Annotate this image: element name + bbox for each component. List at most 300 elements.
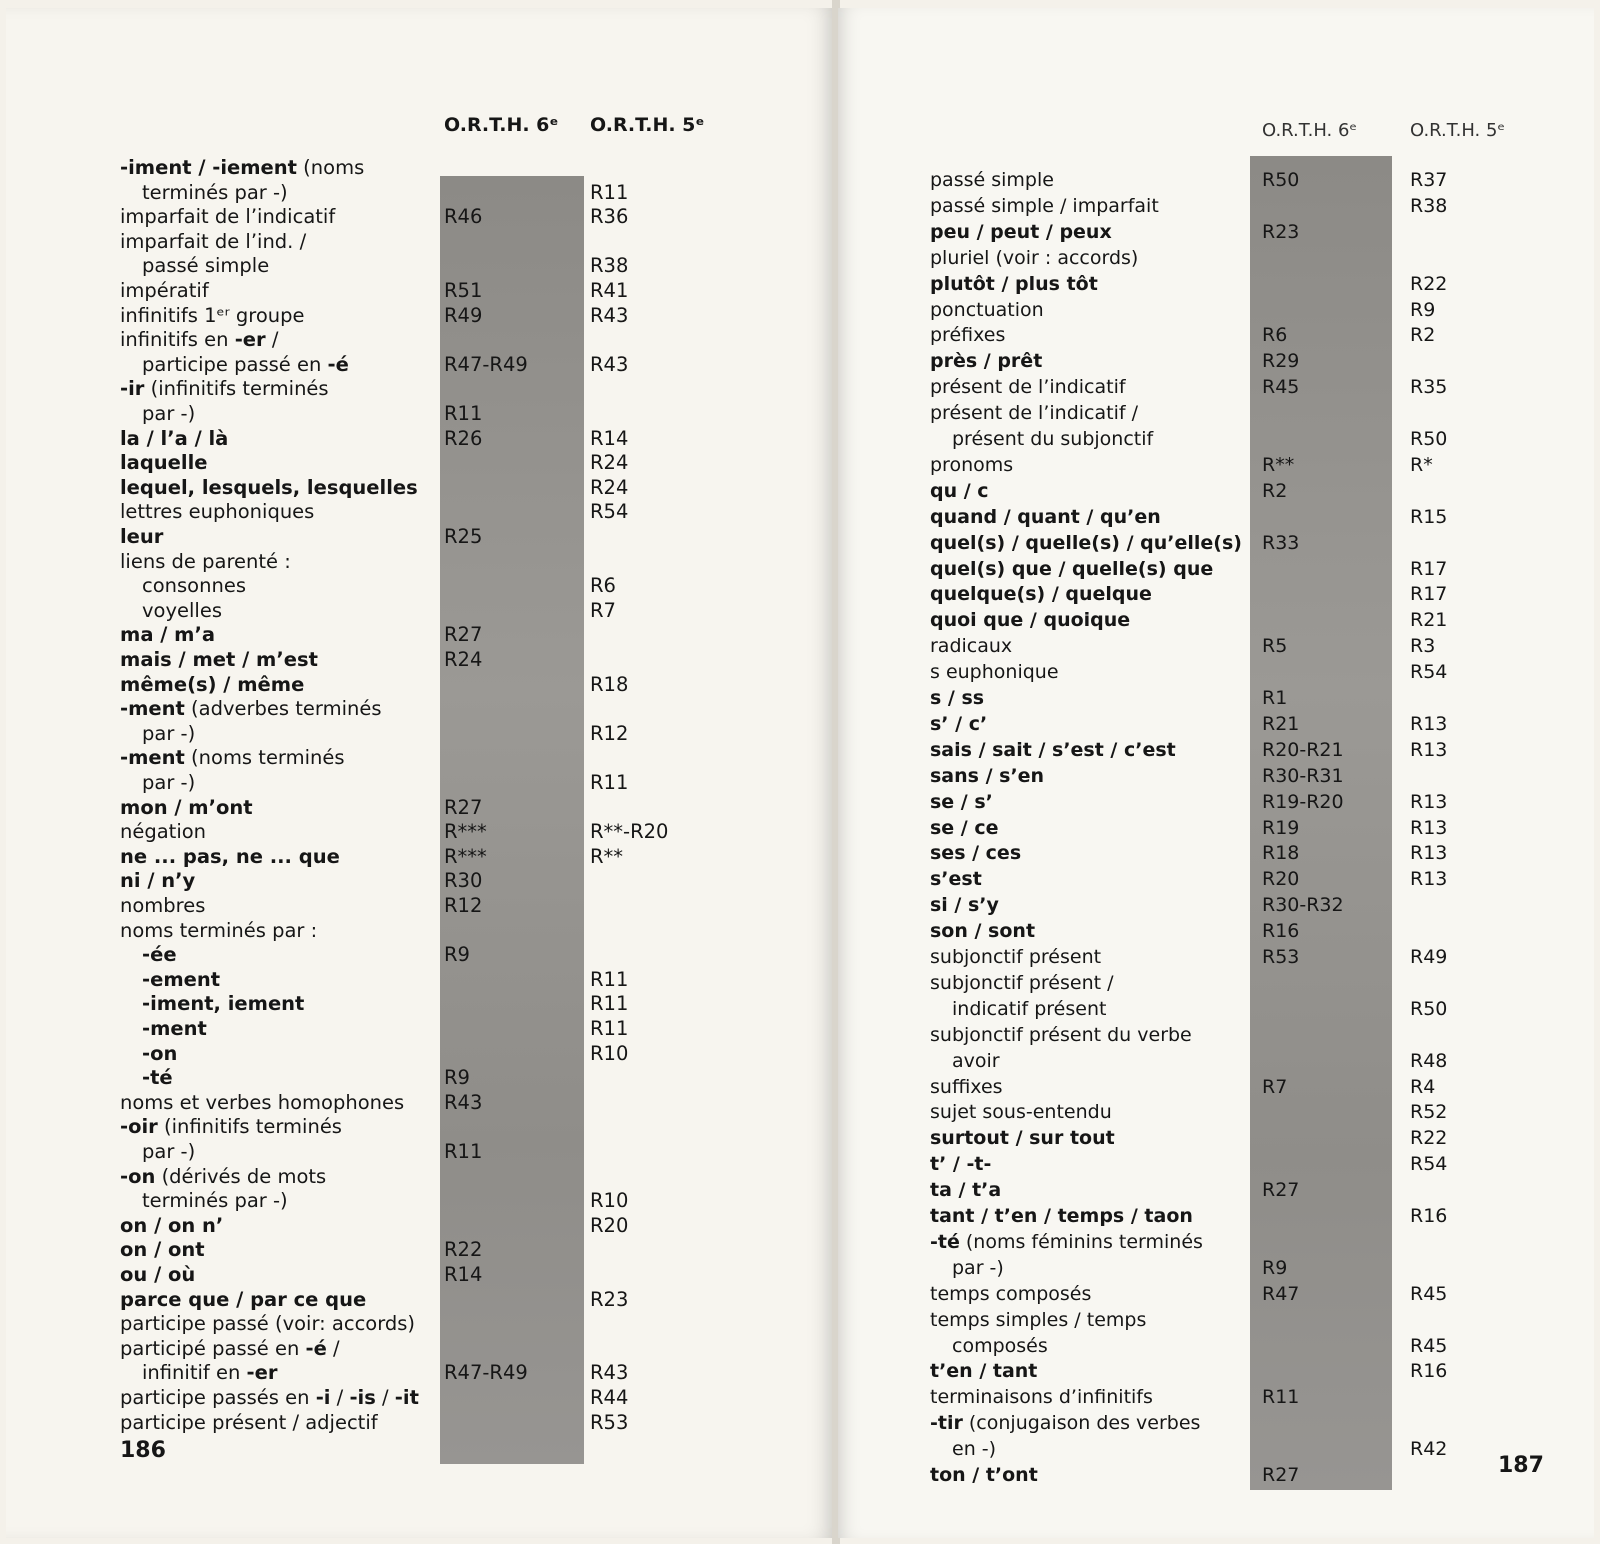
term-part: (noms terminés <box>184 746 345 770</box>
rule-ref-5e: R13 <box>1410 842 1448 865</box>
index-entry <box>6 155 836 180</box>
index-entry <box>838 1049 1594 1074</box>
term-part: passé simple <box>930 169 1054 191</box>
rule-ref-5e: R50 <box>1410 428 1448 450</box>
entry-term <box>120 499 314 524</box>
rule-ref-6e: R46 <box>444 205 483 229</box>
entry-term <box>120 573 246 598</box>
entry-term <box>120 672 304 697</box>
term-part: / <box>265 328 279 352</box>
index-entry <box>6 622 836 647</box>
term-part: (adverbes terminés <box>184 697 382 721</box>
rule-ref-6e: R30 <box>444 869 483 893</box>
term-part: participe passé en <box>142 352 328 376</box>
index-entry <box>6 795 836 820</box>
rule-ref-6e: R24 <box>444 648 483 671</box>
index-entry <box>838 557 1594 582</box>
entry-term <box>120 155 364 180</box>
index-entry <box>6 180 836 205</box>
index-entry <box>838 349 1594 374</box>
rule-ref-5e: R9 <box>1410 298 1436 321</box>
rule-ref-5e: R10 <box>590 1041 629 1065</box>
rule-ref-5e: R13 <box>1410 738 1448 761</box>
rule-ref-5e: R21 <box>1410 609 1448 632</box>
index-entry <box>838 479 1594 504</box>
term-part: (noms <box>296 156 365 179</box>
rule-ref-6e: R50 <box>1262 169 1300 191</box>
index-entry <box>6 1139 836 1164</box>
term-part: présent du subjonctif <box>952 428 1154 450</box>
term-bold-part: peu / peut / peux <box>930 220 1112 243</box>
rule-ref-5e: R42 <box>1410 1438 1448 1461</box>
term-part: avoir <box>952 1049 1000 1072</box>
entry-term <box>930 660 1059 685</box>
entry-term <box>120 475 418 500</box>
entry-term <box>930 272 1098 297</box>
term-part: infinitifs 1ᵉʳ groupe <box>120 303 305 327</box>
index-entry <box>838 1230 1594 1255</box>
term-bold-part: -ée <box>142 943 177 967</box>
index-entry <box>838 971 1594 996</box>
rule-ref-5e: R50 <box>1410 997 1448 1020</box>
term-part: présent de l’indicatif / <box>930 402 1138 425</box>
index-entry <box>838 298 1594 323</box>
term-part: noms terminés par : <box>120 918 318 942</box>
entry-term <box>120 1114 342 1139</box>
rule-ref-6e: R27 <box>1262 1464 1300 1486</box>
term-part: présent de l’indicatif <box>930 376 1126 399</box>
term-bold-part: se / ce <box>930 816 999 839</box>
column-header-orth-6: O.R.T.H. 6ᵉ <box>444 114 559 136</box>
index-entry <box>838 893 1594 918</box>
rule-ref-6e: R9 <box>1262 1256 1288 1279</box>
index-entry <box>838 712 1594 737</box>
term-bold-part: -oir <box>120 1115 158 1139</box>
rule-ref-5e: R23 <box>590 1287 629 1311</box>
entry-term <box>930 1126 1115 1151</box>
index-entry <box>838 608 1594 633</box>
rule-ref-5e: R38 <box>1410 194 1448 217</box>
index-entry <box>6 1336 836 1361</box>
rule-ref-6e: R14 <box>444 1263 483 1286</box>
term-part: par -) <box>142 771 196 794</box>
entry-term <box>930 1152 991 1177</box>
index-entry <box>838 531 1594 556</box>
entry-term <box>930 634 1012 659</box>
entry-term <box>930 1437 996 1462</box>
index-entry <box>838 660 1594 685</box>
rule-ref-5e: R54 <box>1410 661 1448 684</box>
entry-term <box>120 278 209 303</box>
rule-ref-6e: R47 <box>1262 1282 1300 1305</box>
index-entry <box>838 1126 1594 1151</box>
index-entry <box>838 841 1594 866</box>
index-entry <box>838 1411 1594 1436</box>
entry-term <box>930 919 1035 944</box>
index-entry <box>6 303 836 328</box>
entry-term <box>120 401 195 426</box>
term-bold-part: ses / ces <box>930 842 1022 865</box>
term-part: suffixes <box>930 1075 1003 1098</box>
entry-term <box>930 1282 1091 1307</box>
term-part: par -) <box>952 1256 1004 1279</box>
rule-ref-5e: R17 <box>1410 557 1448 580</box>
entry-term <box>120 622 215 647</box>
term-bold-part: surtout / sur tout <box>930 1127 1115 1150</box>
index-entry <box>838 375 1594 400</box>
index-entry <box>838 634 1594 659</box>
rule-ref-6e: R47-R49 <box>444 352 528 376</box>
entry-term <box>120 868 195 893</box>
entry-term <box>120 1016 207 1041</box>
term-part: par -) <box>142 402 196 425</box>
term-bold-part: s / ss <box>930 687 985 709</box>
term-part: indicatif présent <box>952 997 1107 1020</box>
term-bold-part: t’ / -t- <box>930 1153 992 1176</box>
term-part: participe passés en <box>120 1386 316 1409</box>
term-bold-part: ton / t’ont <box>930 1464 1038 1486</box>
entry-term <box>930 893 999 918</box>
index-entry <box>6 327 836 352</box>
entry-term <box>930 582 1152 607</box>
term-bold-part: ne ... pas, ne ... que <box>120 844 340 868</box>
rule-ref-6e: R*** <box>444 844 487 868</box>
entry-term <box>120 327 278 352</box>
rule-ref-5e: R22 <box>1410 1127 1448 1150</box>
term-bold-part: même(s) / même <box>120 672 305 696</box>
term-part: subjonctif présent du verbe <box>930 1023 1192 1046</box>
entry-term <box>120 180 288 205</box>
entry-term <box>120 967 220 992</box>
entry-term <box>930 220 1112 245</box>
index-entry <box>838 168 1594 193</box>
rule-ref-5e: R11 <box>590 992 629 1016</box>
index-entry <box>6 1360 836 1385</box>
index-entry <box>838 582 1594 607</box>
entry-term <box>120 745 345 770</box>
entry-term <box>930 1178 1001 1203</box>
index-entry <box>6 1385 836 1410</box>
rule-ref-5e: R4 <box>1410 1075 1436 1098</box>
entry-term <box>120 1410 378 1435</box>
index-entry <box>6 1213 836 1238</box>
rule-ref-6e: R11 <box>444 1140 483 1163</box>
index-entry <box>6 1237 836 1262</box>
term-bold-part: -i <box>315 1386 331 1409</box>
rule-ref-5e: R12 <box>590 721 629 745</box>
term-bold-part: -ir <box>120 377 145 401</box>
index-entry <box>838 686 1594 711</box>
index-entry <box>838 919 1594 944</box>
entry-term <box>930 1230 1203 1255</box>
term-part: radicaux <box>930 635 1013 658</box>
entry-term <box>930 686 984 711</box>
index-entry <box>6 1065 836 1090</box>
index-entry <box>838 1282 1594 1307</box>
entry-term <box>120 253 269 278</box>
term-part: composés <box>952 1334 1048 1357</box>
entry-term <box>930 349 1042 374</box>
term-part: (conjugaison des verbes <box>962 1412 1201 1435</box>
term-part: temps composés <box>930 1282 1092 1305</box>
term-part: pluriel (voir : accords) <box>930 246 1139 269</box>
entry-term <box>120 942 177 967</box>
entry-term <box>120 918 317 943</box>
term-part: / <box>330 1386 350 1409</box>
term-part: (infinitifs terminés <box>157 1115 342 1139</box>
entry-term <box>930 427 1153 452</box>
entry-term <box>930 1204 1193 1229</box>
entry-term <box>930 401 1138 426</box>
term-part: subjonctif présent <box>930 946 1102 968</box>
entry-term <box>930 738 1176 763</box>
entry-term <box>930 453 1013 478</box>
rule-ref-5e: R49 <box>1410 946 1448 968</box>
entry-term <box>930 764 1044 789</box>
entry-term <box>930 1359 1037 1384</box>
rule-ref-5e: R45 <box>1410 1334 1448 1357</box>
term-bold-part: on / ont <box>120 1238 205 1262</box>
rule-ref-6e: R47-R49 <box>444 1361 528 1385</box>
entry-term <box>120 1360 277 1385</box>
rule-ref-6e: R12 <box>444 894 483 917</box>
rule-ref-5e: R13 <box>1410 816 1448 839</box>
rule-ref-6e: R27 <box>1262 1179 1300 1202</box>
rule-ref-6e: R23 <box>1262 220 1300 243</box>
rule-ref-6e: R43 <box>444 1090 483 1114</box>
term-bold-part: -é <box>327 352 349 376</box>
index-entry <box>6 991 836 1016</box>
index-entry <box>6 1410 836 1435</box>
index-entry <box>6 967 836 992</box>
term-bold-part: s’est <box>930 868 982 891</box>
term-part: préfixes <box>930 324 1006 347</box>
term-bold-part: s’ / c’ <box>930 712 988 735</box>
rule-ref-5e: R18 <box>590 672 629 696</box>
entry-term <box>930 997 1106 1022</box>
term-bold-part: mais / met / m’est <box>120 648 318 671</box>
term-bold-part: -is <box>349 1386 376 1409</box>
term-bold-part: tant / t’en / temps / taon <box>930 1205 1193 1227</box>
index-entry <box>838 1256 1594 1281</box>
index-entry <box>838 427 1594 452</box>
rule-ref-6e: R19 <box>1262 816 1300 839</box>
entry-term <box>120 549 291 574</box>
rule-ref-5e: R24 <box>590 475 629 499</box>
index-entry <box>838 790 1594 815</box>
term-bold-part: -er <box>234 328 266 352</box>
index-entry <box>6 1262 836 1287</box>
rule-ref-6e: R33 <box>1262 531 1300 554</box>
index-entry <box>6 598 836 623</box>
term-part: imparfait de l’ind. / <box>120 229 307 253</box>
page-number: 187 <box>1498 1453 1544 1478</box>
term-bold-part: quel(s) / quelle(s) / qu’elle(s) <box>930 531 1242 554</box>
term-part: consonnes <box>142 574 246 598</box>
rule-ref-6e: R5 <box>1262 635 1288 658</box>
index-entry <box>6 278 836 303</box>
index-entry <box>838 1152 1594 1177</box>
term-bold-part: -té <box>930 1230 960 1253</box>
index-entry <box>6 770 836 795</box>
rule-ref-5e: R52 <box>1410 1101 1448 1124</box>
rule-ref-6e: R30-R32 <box>1262 894 1344 917</box>
term-bold-part: -er <box>246 1361 278 1385</box>
term-bold-part: -it <box>394 1386 419 1409</box>
term-bold-part: sais / sait / s’est / c’est <box>930 738 1176 761</box>
entry-term <box>930 298 1044 323</box>
index-entry <box>838 997 1594 1022</box>
term-bold-part: qu / c <box>930 479 989 502</box>
term-part: pronoms <box>930 453 1014 476</box>
rule-ref-5e: R45 <box>1410 1282 1448 1305</box>
index-entry <box>838 401 1594 426</box>
rule-ref-5e: R43 <box>590 352 629 376</box>
entry-term <box>120 721 195 746</box>
index-entry <box>6 672 836 697</box>
entry-term <box>930 712 987 737</box>
entry-term <box>120 450 208 475</box>
rule-ref-5e: R15 <box>1410 505 1448 528</box>
term-bold-part: -ement <box>142 967 221 991</box>
term-part: impératif <box>120 279 209 302</box>
term-part: infinitifs en <box>120 328 235 352</box>
rule-ref-5e: R38 <box>590 254 629 278</box>
index-entry <box>6 376 836 401</box>
rule-ref-5e: R48 <box>1410 1049 1448 1072</box>
entry-term <box>930 375 1126 400</box>
index-entry <box>6 942 836 967</box>
entry-term <box>120 893 205 918</box>
term-part: participe passé (voir: accords) <box>120 1312 416 1336</box>
term-part: s euphonique <box>930 661 1059 684</box>
index-entry <box>838 323 1594 348</box>
term-bold-part: -iment / -iement <box>120 156 297 179</box>
entry-term <box>930 323 1005 348</box>
left-page-186 <box>6 8 836 1538</box>
entry-term <box>930 1385 1153 1410</box>
rule-ref-5e: R36 <box>590 205 629 229</box>
index-entry <box>6 868 836 893</box>
term-part: infinitif en <box>142 1361 247 1385</box>
page-number: 186 <box>120 1438 166 1463</box>
rule-ref-6e: R11 <box>444 402 483 425</box>
rule-ref-6e: R*** <box>444 820 487 844</box>
term-bold-part: si / s’y <box>930 894 999 917</box>
index-entry <box>6 475 836 500</box>
entry-term <box>930 867 982 892</box>
term-part: imparfait de l’indicatif <box>120 205 336 229</box>
entry-term <box>120 1139 195 1164</box>
term-bold-part: mon / m’ont <box>120 795 253 819</box>
index-entry <box>6 573 836 598</box>
index-entry <box>838 453 1594 478</box>
term-bold-part: -iment, iement <box>142 992 305 1016</box>
rule-ref-5e: R**-R20 <box>590 820 669 844</box>
entry-term <box>120 1287 366 1312</box>
index-entry <box>838 1463 1594 1488</box>
term-part: / <box>375 1386 395 1409</box>
entry-term <box>120 1237 205 1262</box>
rule-ref-6e: R20 <box>1262 868 1300 891</box>
rule-ref-6e: R27 <box>444 795 483 819</box>
index-entry <box>6 352 836 377</box>
term-part: terminés par -) <box>142 180 288 204</box>
entry-term <box>120 1041 177 1066</box>
term-bold-part: parce que / par ce que <box>120 1287 367 1311</box>
index-entry <box>6 1311 836 1336</box>
rule-ref-5e: R16 <box>1410 1205 1448 1227</box>
rule-ref-5e: R35 <box>1410 376 1448 399</box>
term-part: (dérivés de mots <box>155 1164 327 1188</box>
rule-ref-5e: R** <box>590 844 624 868</box>
index-entry <box>6 524 836 549</box>
term-bold-part: sans / s’en <box>930 764 1045 787</box>
term-bold-part: leur <box>120 525 164 548</box>
rule-ref-6e: R27 <box>444 623 483 647</box>
entry-term <box>120 991 304 1016</box>
index-entry <box>838 1385 1594 1410</box>
entry-term <box>120 1065 173 1090</box>
term-bold-part: -té <box>142 1066 173 1090</box>
term-part: terminés par -) <box>142 1189 288 1213</box>
index-entry <box>838 867 1594 892</box>
term-bold-part: -tir <box>930 1412 963 1435</box>
rule-ref-5e: R11 <box>590 967 629 991</box>
index-entry <box>838 1023 1594 1048</box>
entry-term <box>120 819 206 844</box>
rule-ref-6e: R18 <box>1262 842 1300 865</box>
rule-ref-6e: R20-R21 <box>1262 738 1344 761</box>
entry-term <box>120 1188 288 1213</box>
rule-ref-5e: R37 <box>1410 169 1448 191</box>
index-entry <box>6 1188 836 1213</box>
index-entry <box>838 1437 1594 1462</box>
index-entry <box>6 1114 836 1139</box>
index-entry <box>6 696 836 721</box>
index-entry <box>6 893 836 918</box>
index-entry <box>6 1164 836 1189</box>
entry-term <box>930 1334 1048 1359</box>
index-entry <box>838 1308 1594 1333</box>
index-entry <box>6 721 836 746</box>
entry-term <box>930 1075 1003 1100</box>
term-part: lettres euphoniques <box>120 500 315 524</box>
index-entry <box>6 647 836 672</box>
rule-ref-5e: R11 <box>590 771 629 794</box>
term-part: sujet sous-entendu <box>930 1101 1112 1124</box>
term-bold-part: -é <box>305 1336 327 1360</box>
term-bold-part: son / sont <box>930 920 1036 943</box>
entry-term <box>930 168 1054 193</box>
rule-ref-5e: R41 <box>590 279 629 302</box>
index-entry <box>6 918 836 943</box>
entry-term <box>930 246 1138 271</box>
entry-term <box>120 598 222 623</box>
rule-ref-5e: R54 <box>590 500 629 524</box>
term-part: passé simple <box>142 254 270 278</box>
entry-term <box>120 647 318 672</box>
entry-term <box>120 1336 340 1361</box>
index-entry <box>838 272 1594 297</box>
entry-term <box>930 1256 1004 1281</box>
term-bold-part: lequel, lesquels, lesquelles <box>120 475 418 499</box>
entry-term <box>930 1100 1112 1125</box>
rule-ref-5e: R20 <box>590 1213 629 1237</box>
rule-ref-6e: R26 <box>444 426 483 450</box>
rule-ref-5e: R2 <box>1410 324 1436 347</box>
term-part: par -) <box>142 721 196 745</box>
